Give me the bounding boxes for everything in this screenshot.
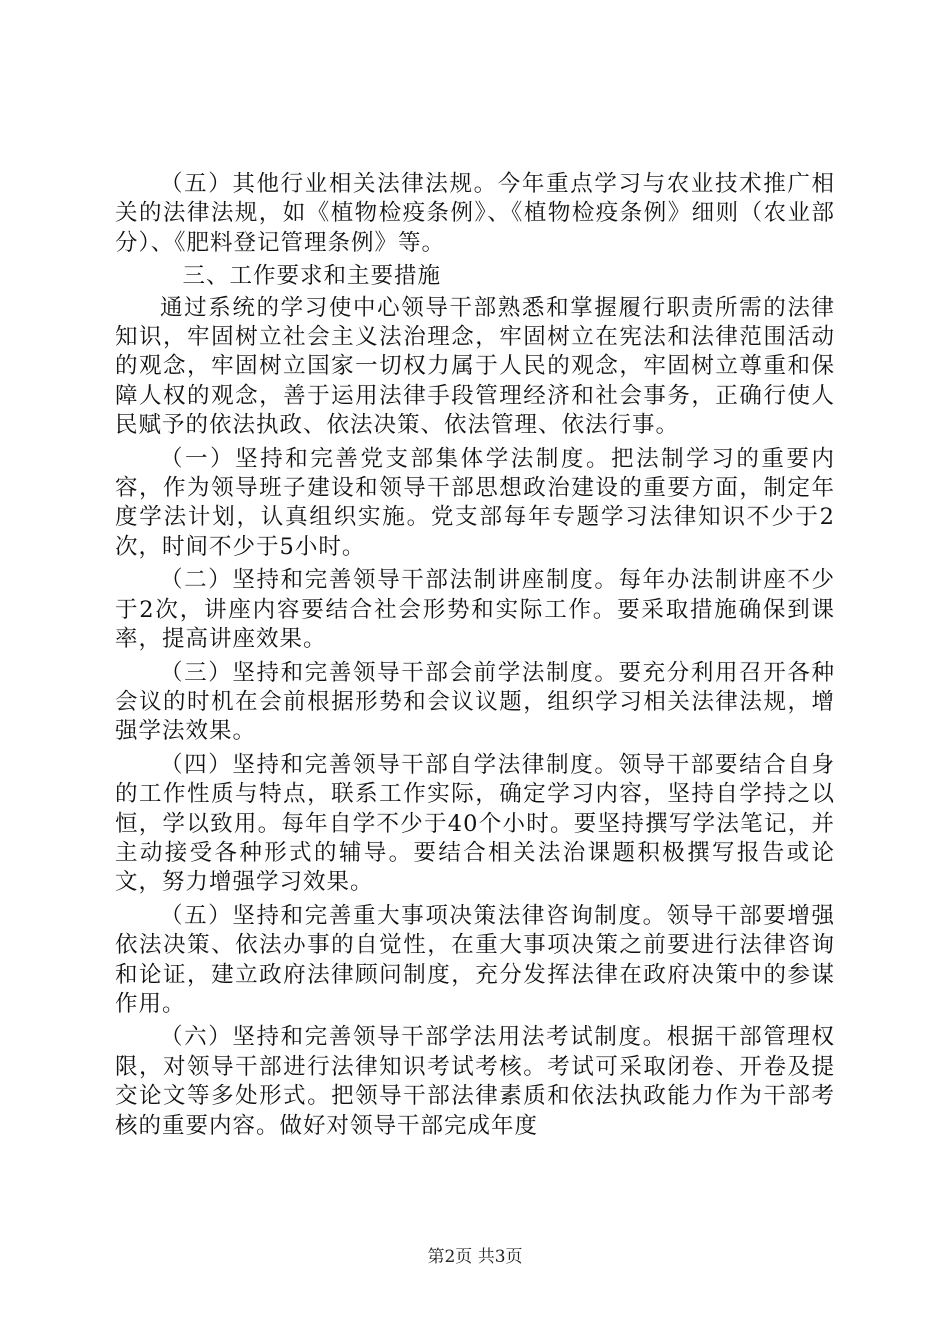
paragraph-item-1: （一）坚持和完善党支部集体学法制度。把法制学习的重要内容，作为领导班子建设和领导干部思想政治建设的重要方面，制定年度学法计划，认真组织实施。党支部每年专题学习法律知识不少于2次，时间不少于5小时。 [115,445,835,560]
paragraph-other-regulations: （五）其他行业相关法律法规。今年重点学习与农业技术推广相关的法律法规，如《植物检疫条例》、《植物检疫条例》细则（农业部分）、《肥料登记管理条例》等。 [115,171,835,256]
page-footer [0,1246,950,1268]
paragraph-item-6: （六）坚持和完善领导干部学法用法考试制度。根据干部管理权限，对领导干部进行法律知识考试考核。考试可采取闭卷、开卷及提交论文等多处形式。把领导干部法律素质和依法执政能力作为干部考核的重要内容。做好对领导干部完成年度 [115,1024,835,1139]
section-heading: 三、工作要求和主要措施 [182,263,442,290]
paragraph-item-4: （四）坚持和完善领导干部自学法律制度。领导干部要结合自身的工作性质与特点，联系工作实际，确定学习内容，坚持自学持之以恒，学以致用。每年自学不少于40个小时。要坚持撰写学法笔记，并主动接受各种形式的辅导。要结合相关法治课题积极撰写报告或论文，努力增强学习效果。 [115,751,835,896]
paragraph-item-5: （五）坚持和完善重大事项决策法律咨询制度。领导干部要增强依法决策、依法办事的自觉性，在重大事项决策之前要进行法律咨询和论证，建立政府法律顾问制度，充分发挥法律在政府决策中的参谋作用。 [115,902,835,1017]
paragraph-item-3: （三）坚持和完善领导干部会前学法制度。要充分利用召开各种会议的时机在会前根据形势和会议议题，组织学习相关法律法规，增强学法效果。 [115,659,835,745]
paragraph-intro: 通过系统的学习使中心领导干部熟悉和掌握履行职责所需的法律知识，牢固树立社会主义法治理念，牢固树立在宪法和法律范围活动的观念，牢固树立国家一切权力属于人民的观念，牢固树立尊重和保障人权的观念，善于运用法律手段管理经济和社会事务，正确行使人民赋予的依法执政、依法决策、依法管理、依法行事。 [115,294,835,439]
document-body [115,170,835,1145]
page-number: 第2页 共3页 [427,1247,523,1267]
paragraph-item-2: （二）坚持和完善领导干部法制讲座制度。每年办法制讲座不少于2次，讲座内容要结合社会形势和实际工作。要采取措施确保到课率，提高讲座效果。 [115,567,835,653]
